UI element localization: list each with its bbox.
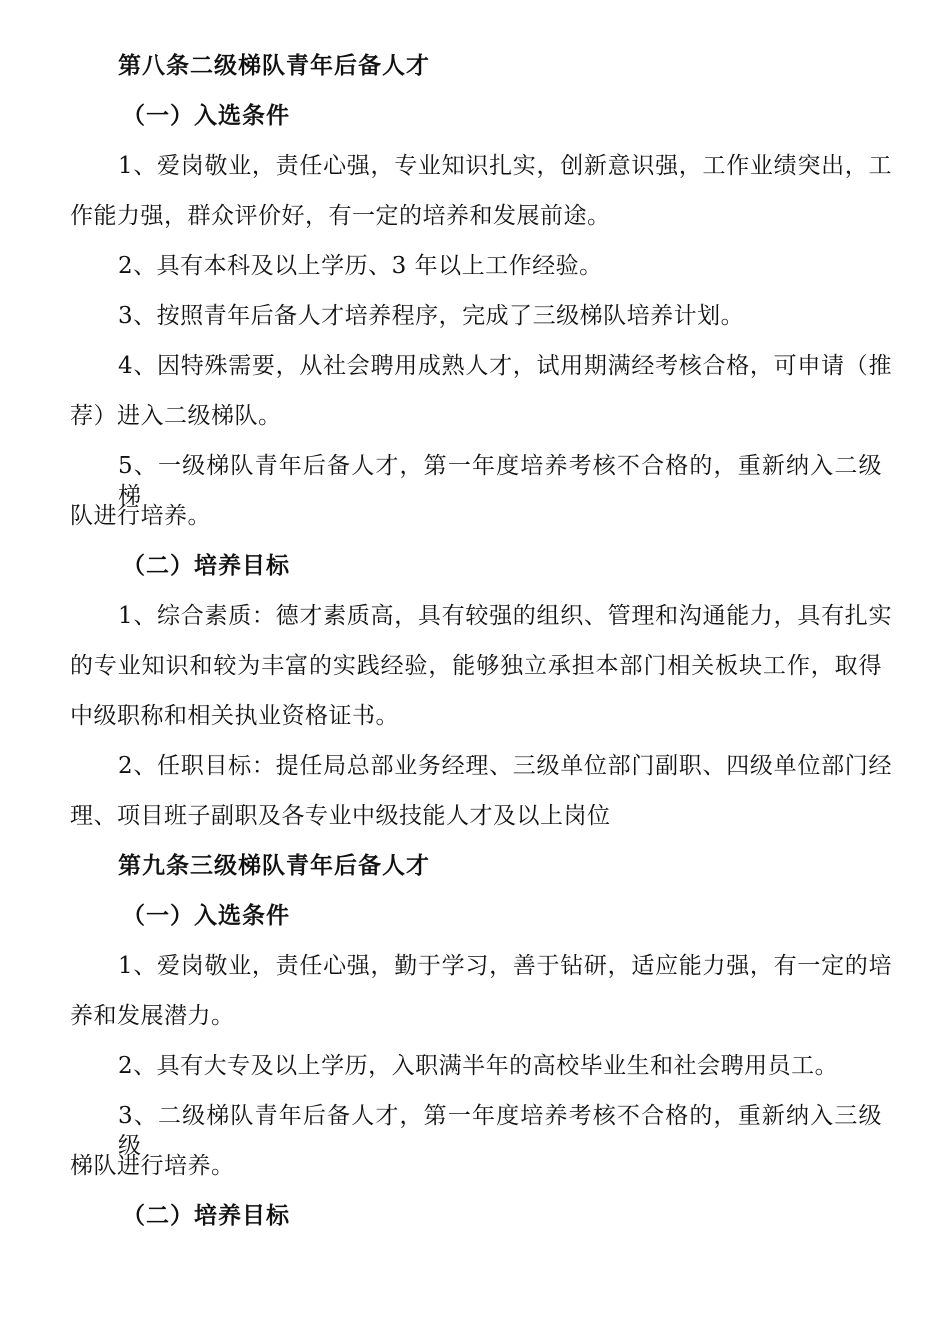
- article-8-s2-item-1-line-2: 的专业知识和较为丰富的实践经验，能够独立承担本部门相关板块工作，取得: [70, 653, 882, 679]
- article-8-section-2-heading: （二）培养目标: [122, 552, 290, 579]
- article-9-section-1-heading: （一）入选条件: [122, 902, 290, 929]
- article-9-s1-item-3-line-2: 梯队进行培养。: [70, 1153, 235, 1179]
- article-9-s1-item-2: 2、具有大专及以上学历，入职满半年的高校毕业生和社会聘用员工。: [118, 1053, 839, 1079]
- article-8-s1-item-4-line-2: 荐）进入二级梯队。: [70, 403, 282, 429]
- article-8-s2-item-2-line-2: 理、项目班子副职及各专业中级技能人才及以上岗位: [70, 803, 611, 829]
- article-8-s1-item-2: 2、具有本科及以上学历、3 年以上工作经验。: [118, 253, 603, 279]
- article-8-s1-item-4-line-1: 4、因特殊需要，从社会聘用成熟人才，试用期满经考核合格，可申请（推: [118, 353, 892, 379]
- article-8-s2-item-1-line-1: 1、综合素质：德才素质高，具有较强的组织、管理和沟通能力，具有扎实: [118, 603, 892, 629]
- article-8-s2-item-1-line-3: 中级职称和相关执业资格证书。: [70, 703, 399, 729]
- article-8-s2-item-2-line-1: 2、任职目标：提任局总部业务经理、三级单位部门副职、四级单位部门经: [118, 753, 892, 779]
- article-9-s1-item-1-line-1: 1、爱岗敬业，责任心强，勤于学习，善于钻研，适应能力强，有一定的培: [118, 953, 892, 979]
- article-8-s1-item-1-line-2: 作能力强，群众评价好，有一定的培养和发展前途。: [70, 203, 611, 229]
- article-8-title: 第八条二级梯队青年后备人才: [118, 52, 430, 79]
- article-9-section-2-heading: （二）培养目标: [122, 1202, 290, 1229]
- article-8-section-1-heading: （一）入选条件: [122, 102, 290, 129]
- article-9-title: 第九条三级梯队青年后备人才: [118, 852, 430, 879]
- article-8-s1-item-3: 3、按照青年后备人才培养程序，完成了三级梯队培养计划。: [118, 303, 745, 329]
- article-9-s1-item-1-line-2: 养和发展潜力。: [70, 1003, 235, 1029]
- article-8-s1-item-1-line-1: 1、爱岗敬业，责任心强，专业知识扎实，创新意识强，工作业绩突出，工: [118, 153, 892, 179]
- article-8-s1-item-5-line-1: 5、一级梯队青年后备人才，第一年度培养考核不合格的，重新纳入二级梯: [118, 453, 882, 509]
- article-9-s1-item-3-line-1: 3、二级梯队青年后备人才，第一年度培养考核不合格的，重新纳入三级级: [118, 1103, 882, 1159]
- article-8-s1-item-5-line-2: 队进行培养。: [70, 503, 211, 529]
